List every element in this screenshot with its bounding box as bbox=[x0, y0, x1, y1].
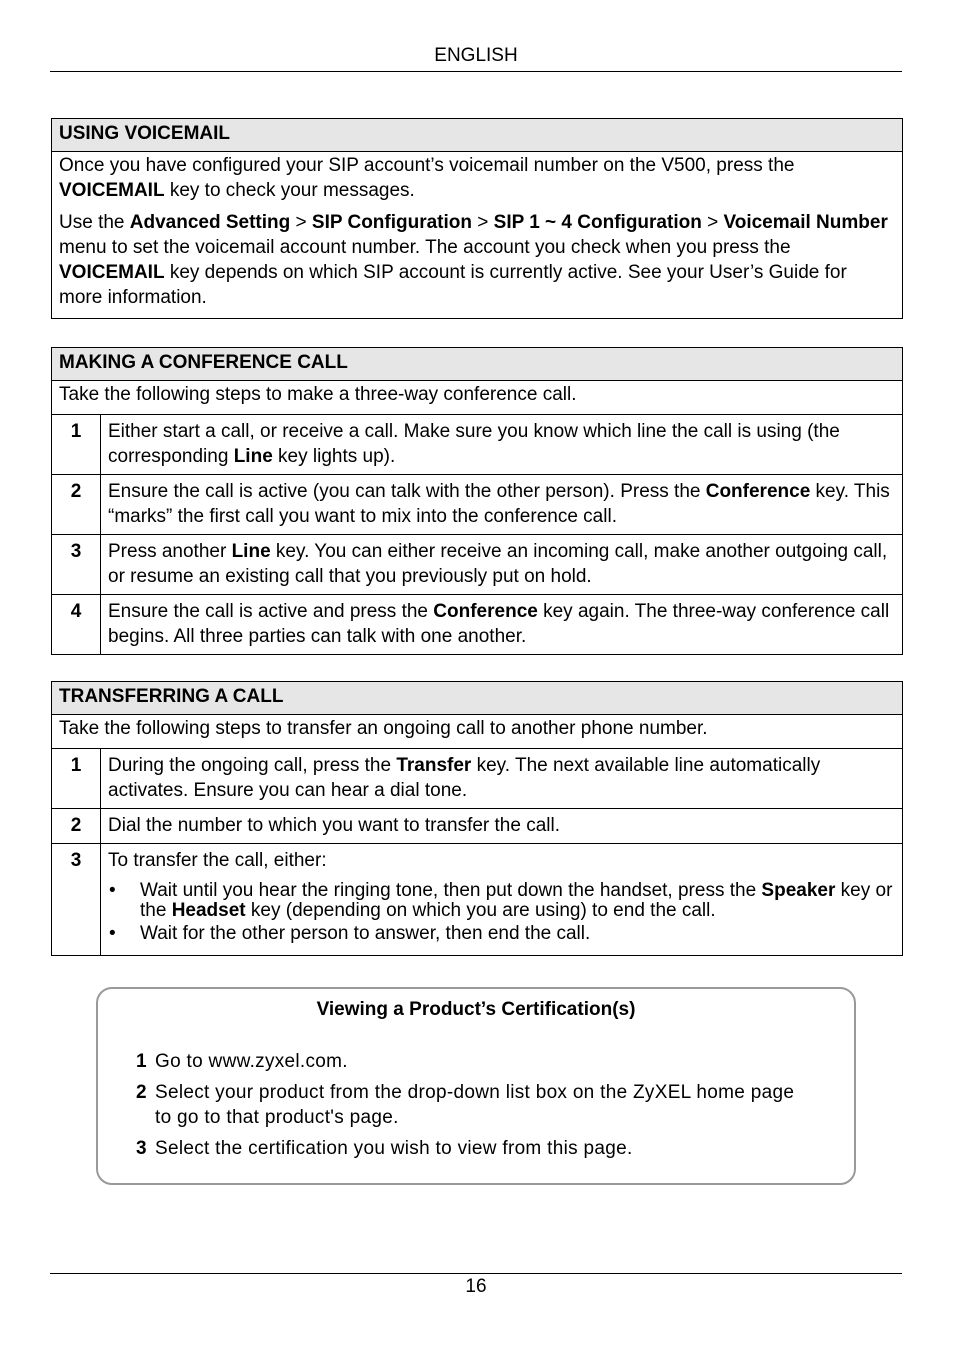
step-number: 2 bbox=[52, 475, 101, 535]
step-number: 3 bbox=[52, 535, 101, 595]
footer-divider bbox=[50, 1273, 902, 1274]
list-item bbox=[136, 1080, 816, 1130]
page-header: ENGLISH bbox=[434, 45, 518, 66]
voicemail-body bbox=[52, 152, 903, 319]
table-row bbox=[52, 844, 903, 956]
voicemail-paragraph-2: Use the Advanced Setting > SIP Configuration > SIP 1 ~ 4 Configuration > Voicemail Number menu to set the voicemail account number. The account you check when you press the VOICEMAIL key depends on which SIP account is currently active. See your User’s Guide for more information. bbox=[59, 212, 888, 308]
step-text: During the ongoing call, press the Transfer key. The next available line automatically activates. Ensure you can hear a dial tone. bbox=[101, 749, 903, 809]
step-number: 1 bbox=[52, 415, 101, 475]
table-row bbox=[52, 415, 903, 475]
step-number: 3 bbox=[52, 844, 101, 956]
transfer-title: TRANSFERRING A CALL bbox=[52, 682, 903, 715]
voicemail-section bbox=[51, 118, 903, 319]
list-item: • Wait for the other person to answer, then end the call. bbox=[109, 923, 591, 944]
step-text: Select your product from the drop-down list box on the ZyXEL home page to go to that product's page. bbox=[155, 1082, 795, 1128]
table-row bbox=[52, 595, 903, 655]
list-item: • Wait until you hear the ringing tone, then put down the handset, press the Speaker key or the Headset key (depending on which you are using) to end the call. bbox=[109, 880, 893, 921]
step-text: Press another Line key. You can either receive an incoming call, make another outgoing call, or resume an existing call that you previously put on hold. bbox=[101, 535, 903, 595]
step-number: 2 bbox=[52, 809, 101, 844]
certification-steps bbox=[136, 1049, 816, 1167]
step-number: 3 bbox=[136, 1138, 147, 1159]
table-row bbox=[52, 535, 903, 595]
table-row bbox=[52, 749, 903, 809]
table-row bbox=[52, 475, 903, 535]
step-text: Ensure the call is active and press the Conference key again. The three-way conference call begins. All three parties can talk with one another. bbox=[101, 595, 903, 655]
conference-section bbox=[51, 347, 903, 655]
step-text: To transfer the call, either: • Wait until you hear the ringing tone, then put down the handset, press the Speaker key or the Headset key (depending on which you are using) to end the call. • Wait for the other person to answer, then end the call. bbox=[101, 844, 903, 956]
header-divider bbox=[50, 71, 902, 72]
voicemail-paragraph-1: Once you have configured your SIP account’s voicemail number on the V500, press the VOICEMAIL key to check your messages. bbox=[59, 155, 795, 201]
step-number: 2 bbox=[136, 1082, 147, 1103]
certification-title: Viewing a Product’s Certification(s) bbox=[316, 999, 636, 1020]
bullet-icon: • bbox=[109, 923, 116, 944]
conference-intro: Take the following steps to make a three-way conference call. bbox=[52, 381, 903, 415]
voicemail-key-name: VOICEMAIL bbox=[59, 180, 165, 201]
voicemail-title: USING VOICEMAIL bbox=[52, 119, 903, 152]
step-text: Either start a call, or receive a call. Make sure you know which line the call is using (the corresponding Line key lights up). bbox=[101, 415, 903, 475]
bullet-icon: • bbox=[109, 880, 116, 901]
step-text: Dial the number to which you want to transfer the call. bbox=[101, 809, 903, 844]
certification-box bbox=[96, 987, 856, 1185]
step-number: 1 bbox=[136, 1051, 147, 1072]
transfer-section bbox=[51, 681, 903, 956]
list-item bbox=[136, 1049, 816, 1074]
transfer-options-list bbox=[108, 881, 895, 944]
transfer-intro: Take the following steps to transfer an ongoing call to another phone number. bbox=[52, 715, 903, 749]
list-item bbox=[136, 1136, 816, 1161]
step-text: Go to www.zyxel.com. bbox=[155, 1051, 348, 1072]
page-number: 16 bbox=[465, 1276, 487, 1297]
table-row bbox=[52, 809, 903, 844]
step-text: Select the certification you wish to view from this page. bbox=[155, 1138, 633, 1159]
step-text: Ensure the call is active (you can talk with the other person). Press the Conference key. This “marks” the first call you want to mix into the conference call. bbox=[101, 475, 903, 535]
step-number: 1 bbox=[52, 749, 101, 809]
conference-title: MAKING A CONFERENCE CALL bbox=[52, 348, 903, 381]
step-number: 4 bbox=[52, 595, 101, 655]
